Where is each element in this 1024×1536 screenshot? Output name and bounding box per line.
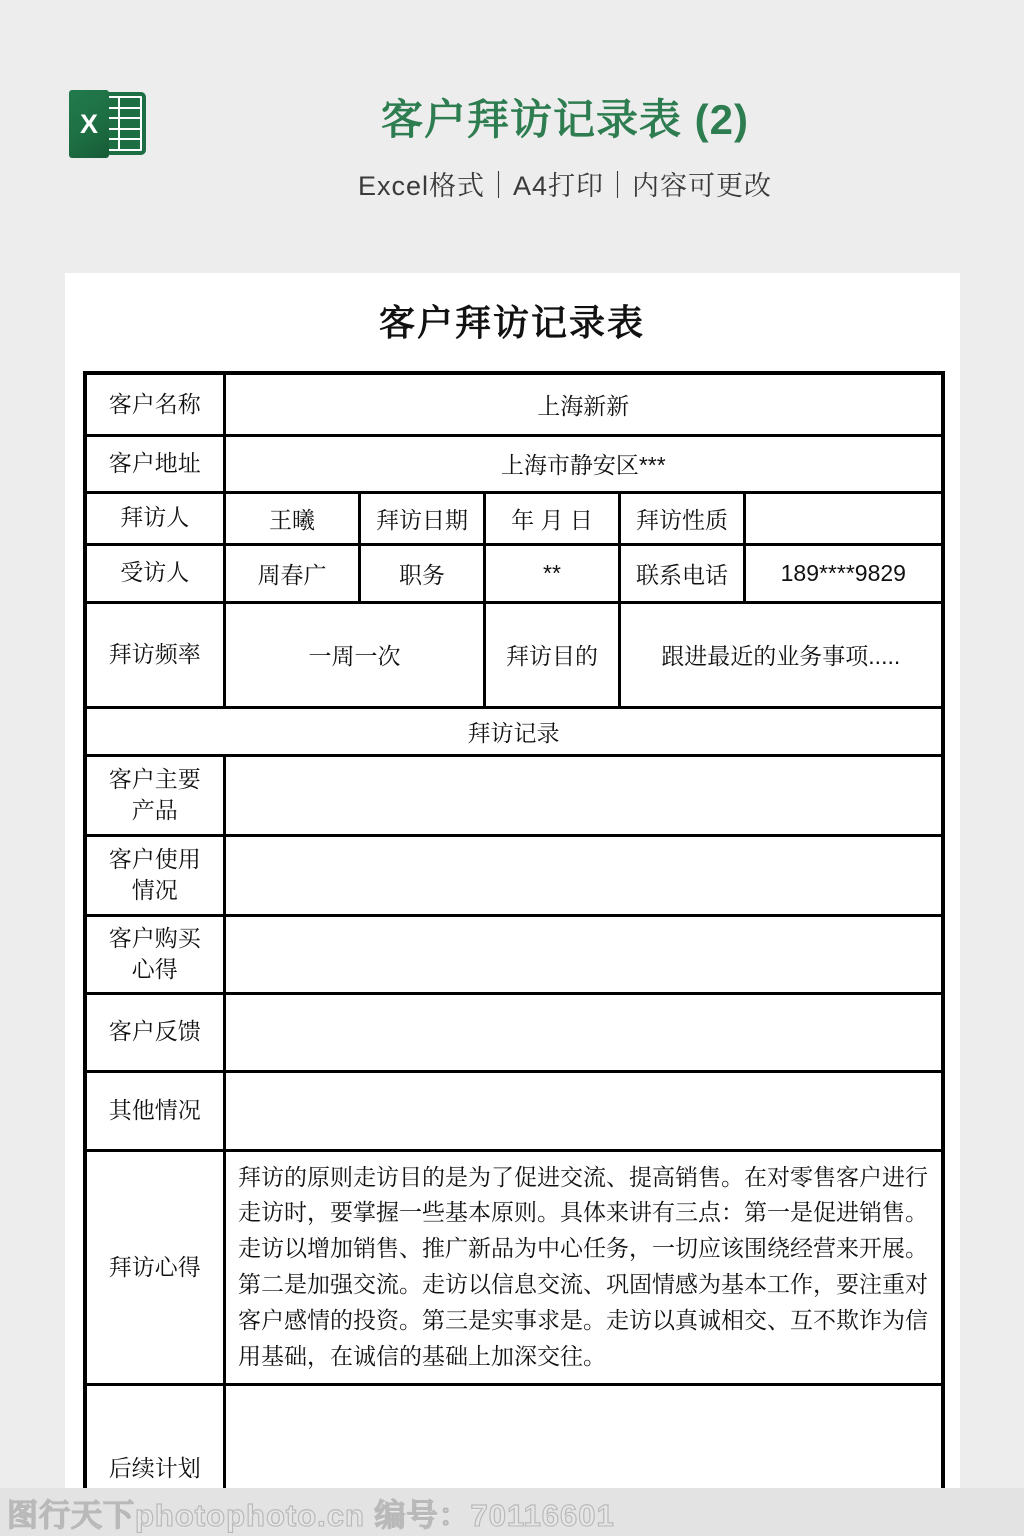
- sheet-title: 客户拜访记录表: [378, 302, 645, 343]
- usage-status-label: 客户使用情况: [85, 835, 225, 915]
- table-row: [85, 373, 943, 435]
- main-products-value: [225, 755, 943, 835]
- other-info-label: 其他情况: [85, 1071, 225, 1150]
- visitor-label: 拜访人: [85, 492, 225, 544]
- visit-type-value: [745, 492, 943, 544]
- visit-insights-value: 拜访的原则走访目的是为了促进交流、提高销售。在对零售客户进行走访时，要掌握一些基本原则。具体来讲有三点：第一是促进销售。走访以增加销售、推广新品为中心任务，一切应该围绕经营来开展。第二是加强交流。走访以信息交流、巩固情感为基本工作，要注重对客户感情的投资。第三是实事求是。走访以真诚相交、互不欺诈为信用基础，在诚信的基础上加深交往。: [225, 1150, 943, 1384]
- purchase-experience-label: 客户购买心得: [85, 915, 225, 993]
- visit-date-label: 拜访日期: [360, 492, 485, 544]
- visit-insights-label: 拜访心得: [85, 1150, 225, 1384]
- page-header: [0, 0, 1024, 203]
- customer-feedback-label: 客户反馈: [85, 993, 225, 1071]
- other-info-value: [225, 1071, 943, 1150]
- table-row: [85, 915, 943, 993]
- visit-type-label: 拜访性质: [620, 492, 745, 544]
- table-row: [85, 602, 943, 707]
- visit-frequency-label: 拜访频率: [85, 602, 225, 707]
- visit-record-table: [83, 371, 945, 1506]
- usage-status-value: [225, 835, 943, 915]
- phone-value: 189****9829: [745, 544, 943, 602]
- table-row: [85, 1071, 943, 1150]
- table-row: [85, 544, 943, 602]
- main-products-label: 客户主要产品: [85, 755, 225, 835]
- document-preview-card: [65, 273, 960, 1506]
- excel-icon: [69, 90, 146, 158]
- job-title-label: 职务: [360, 544, 485, 602]
- table-row: [85, 492, 943, 544]
- table-section-header-row: [85, 707, 943, 755]
- job-title-value: **: [485, 544, 620, 602]
- customer-address-value: 上海市静安区***: [225, 435, 943, 492]
- table-row: [85, 755, 943, 835]
- visit-purpose-value: 跟进最近的业务事项.....: [620, 602, 943, 707]
- table-row: [85, 1150, 943, 1384]
- visited-person-value: 周春广: [225, 544, 360, 602]
- purchase-experience-value: [225, 915, 943, 993]
- visitor-value: 王曦: [225, 492, 360, 544]
- phone-label: 联系电话: [620, 544, 745, 602]
- customer-feedback-value: [225, 993, 943, 1071]
- page-subtitle: Excel格式｜A4打印｜内容可更改: [357, 171, 773, 201]
- watermark-text: 图行天下photophoto.cn 编号：70116601: [7, 1497, 615, 1533]
- table-row: [85, 835, 943, 915]
- table-row: [85, 435, 943, 492]
- visit-purpose-label: 拜访目的: [485, 602, 620, 707]
- excel-x-icon: X: [69, 90, 109, 158]
- customer-name-value: 上海新新: [225, 373, 943, 435]
- visit-date-value: 年 月 日: [485, 492, 620, 544]
- visit-frequency-value: 一周一次: [225, 602, 485, 707]
- watermark-bar: [0, 1488, 1024, 1536]
- page-title: 客户拜访记录表 (2): [380, 96, 749, 143]
- table-row: [85, 993, 943, 1071]
- customer-name-label: 客户名称: [85, 373, 225, 435]
- header-text: [0, 87, 1024, 203]
- visited-person-label: 受访人: [85, 544, 225, 602]
- visit-record-section-header: 拜访记录: [85, 707, 943, 755]
- followup-plan-label: 后续计划: [85, 1384, 225, 1506]
- customer-address-label: 客户地址: [85, 435, 225, 492]
